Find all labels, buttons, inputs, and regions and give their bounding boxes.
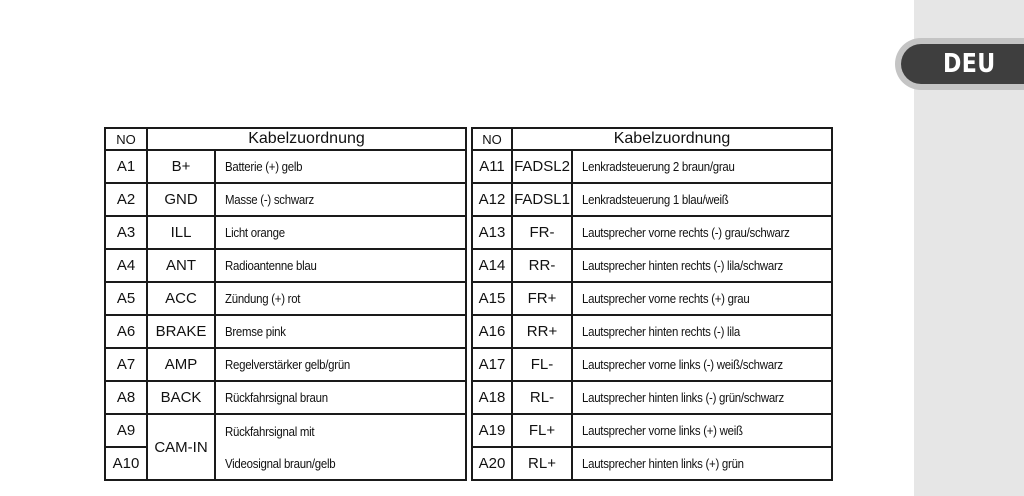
language-tab-inner (901, 44, 1024, 84)
signal-code: ILL (147, 216, 215, 249)
pin-number: A11 (472, 150, 512, 183)
wire-description (215, 315, 466, 348)
wire-description-text: Lautsprecher vorne links (+) weiß (582, 423, 743, 438)
table-row (105, 216, 832, 249)
language-label: DEU (943, 49, 996, 79)
wire-description-text: Batterie (+) gelb (225, 159, 303, 174)
signal-code: RL- (512, 381, 572, 414)
wire-description (572, 348, 832, 381)
wire-description (572, 414, 832, 447)
wire-description (215, 216, 466, 249)
signal-code: AMP (147, 348, 215, 381)
header-no-right: NO (472, 128, 512, 150)
signal-code: ACC (147, 282, 215, 315)
wire-description (572, 150, 832, 183)
wire-description-text: Lautsprecher vorne links (-) weiß/schwarz (582, 357, 783, 372)
pin-number: A17 (472, 348, 512, 381)
pin-number: A12 (472, 183, 512, 216)
wire-description-text: Lautsprecher vorne rechts (-) grau/schwarz (582, 225, 790, 240)
wire-description-text: Bremse pink (225, 324, 286, 339)
pin-number: A8 (105, 381, 147, 414)
signal-code: B+ (147, 150, 215, 183)
wire-description-text: Lautsprecher hinten rechts (-) lila/schwarz (582, 258, 784, 273)
pin-number: A10 (105, 447, 147, 480)
wire-description (215, 447, 466, 480)
table-header-row (105, 128, 832, 150)
wire-description-text: Rückfahrsignal braun (225, 390, 328, 405)
wire-description (215, 414, 466, 447)
wiring-table (104, 127, 833, 481)
wire-description (572, 381, 832, 414)
wire-description (572, 447, 832, 480)
wire-description-text: Zündung (+) rot (225, 291, 301, 306)
pin-number: A9 (105, 414, 147, 447)
wire-description-text: Regelverstärker gelb/grün (225, 357, 351, 372)
wire-description (572, 249, 832, 282)
header-title-left: Kabelzuordnung (147, 128, 466, 150)
wire-description-text: Videosignal braun/gelb (225, 455, 336, 471)
table-row (105, 150, 832, 183)
pin-number: A14 (472, 249, 512, 282)
wire-description-text: Lautsprecher vorne rechts (+) grau (582, 291, 750, 306)
wire-description-text: Lautsprecher hinten rechts (-) lila (582, 324, 740, 339)
table-row (105, 381, 832, 414)
pin-number: A5 (105, 282, 147, 315)
pin-number: A19 (472, 414, 512, 447)
table-row (105, 447, 832, 480)
wire-description (215, 381, 466, 414)
pin-number: A16 (472, 315, 512, 348)
wire-description (572, 315, 832, 348)
signal-code: RL+ (512, 447, 572, 480)
pin-number: A1 (105, 150, 147, 183)
wire-description-text: Masse (-) schwarz (225, 192, 314, 207)
wire-description-text: Lautsprecher hinten links (+) grün (582, 456, 744, 471)
wire-description-text: Lautsprecher hinten links (-) grün/schwarz (582, 390, 784, 405)
wire-description (215, 183, 466, 216)
pin-number: A2 (105, 183, 147, 216)
table-row (105, 414, 832, 447)
wire-description (572, 282, 832, 315)
signal-code: BACK (147, 381, 215, 414)
signal-code: RR+ (512, 315, 572, 348)
wire-description-text: Licht orange (225, 225, 285, 240)
signal-code: ANT (147, 249, 215, 282)
signal-code: FR- (512, 216, 572, 249)
pin-number: A13 (472, 216, 512, 249)
signal-code: FL+ (512, 414, 572, 447)
wire-description (215, 150, 466, 183)
signal-code: FADSL2 (512, 150, 572, 183)
language-tab (895, 38, 1024, 90)
wire-description (572, 216, 832, 249)
signal-code: GND (147, 183, 215, 216)
wire-description-text: Lenkradsteuerung 2 braun/grau (582, 159, 735, 174)
wire-description (215, 282, 466, 315)
header-title-right: Kabelzuordnung (512, 128, 832, 150)
table-row (105, 183, 832, 216)
signal-code: FR+ (512, 282, 572, 315)
table-row (105, 315, 832, 348)
signal-code: RR- (512, 249, 572, 282)
pin-number: A7 (105, 348, 147, 381)
table-row (105, 282, 832, 315)
wire-description-text: Rückfahrsignal mit (225, 423, 315, 439)
wire-description-text: Radioantenne blau (225, 258, 317, 273)
pin-number: A20 (472, 447, 512, 480)
pin-number: A15 (472, 282, 512, 315)
wire-description-text: Lenkradsteuerung 1 blau/weiß (582, 192, 729, 207)
header-no-left: NO (105, 128, 147, 150)
table-row (105, 348, 832, 381)
signal-code: CAM-IN (147, 414, 215, 480)
signal-code: FADSL1 (512, 183, 572, 216)
signal-code: BRAKE (147, 315, 215, 348)
pin-number: A6 (105, 315, 147, 348)
pin-number: A18 (472, 381, 512, 414)
wire-description (215, 249, 466, 282)
pin-number: A3 (105, 216, 147, 249)
wire-description (572, 183, 832, 216)
wire-description (215, 348, 466, 381)
table-row (105, 249, 832, 282)
pin-number: A4 (105, 249, 147, 282)
signal-code: FL- (512, 348, 572, 381)
